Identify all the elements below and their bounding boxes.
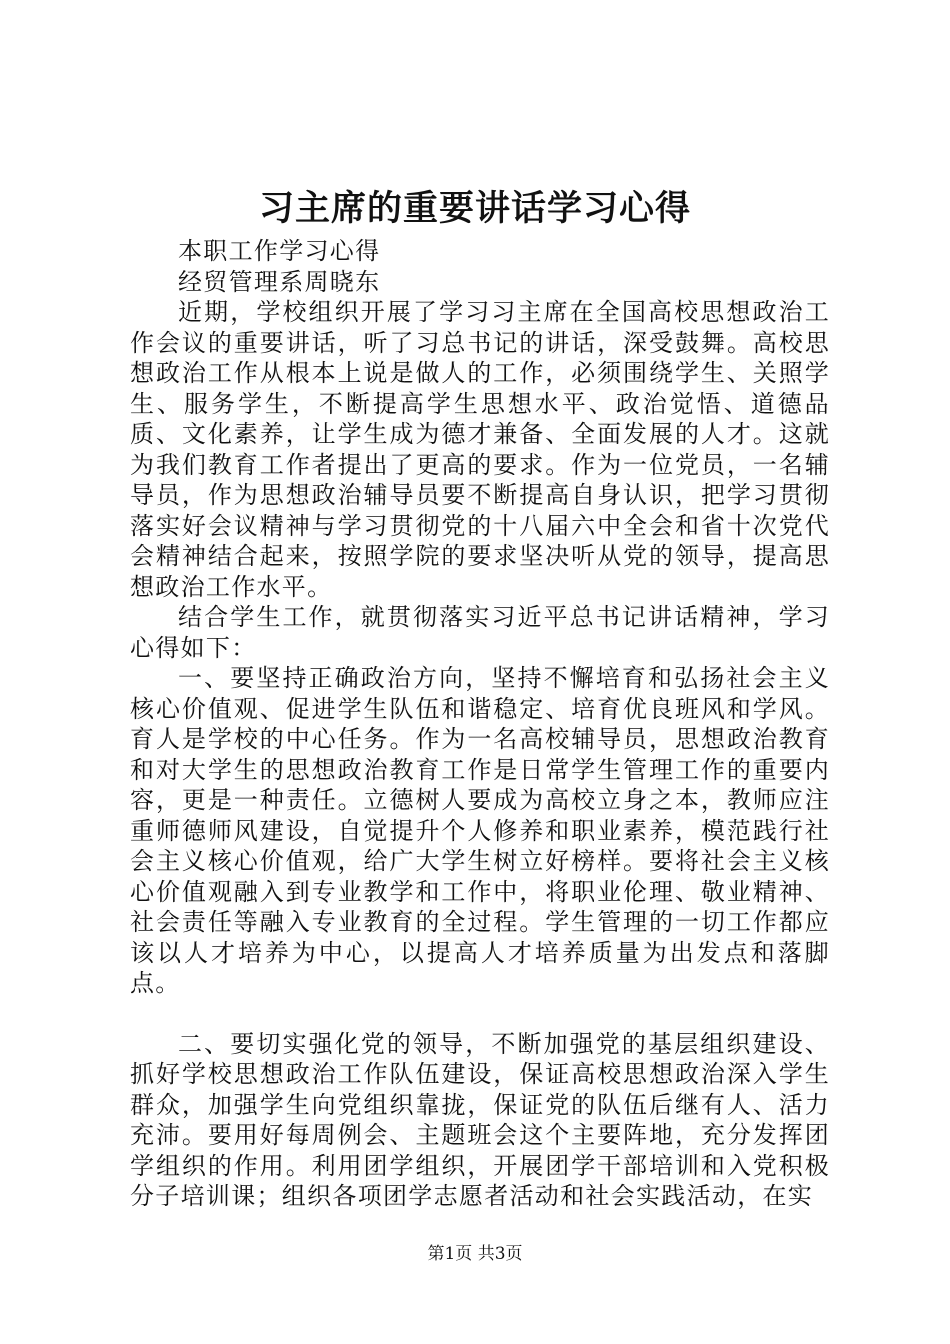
page-number: 第1页 共3页 [427, 1244, 523, 1264]
document-title: 习主席的重要讲话学习心得 [258, 188, 691, 229]
paragraph-intro: 近期，学校组织开展了学习习主席在全国高校思想政治工作会议的重要讲话，听了习总书记的讲话，深受鼓舞。高校思想政治工作从根本上说是做人的工作，必须围绕学生、关照学生、服务学生，不断提高学生思想水平、政治觉悟、道德品质、文化素养，让学生成为德才兼备、全面发展的人才。这就为我们教育工作者提出了更高的要求。作为一位党员，一名辅导员，作为思想政治辅导员要不断提高自身认识，把学习贯彻落实好会议精神与学习贯彻党的十八届六中全会和省十次党代会精神结合起来，按照学院的要求坚决听从党的领导，提高思想政治工作水平。 [130, 298, 830, 601]
paragraph-point-one: 一、要坚持正确政治方向，坚持不懈培育和弘扬社会主义核心价值观、促进学生队伍和谐稳定、培育优良班风和学风。育人是学校的中心任务。作为一名高校辅导员，思想政治教育和对大学生的思想政治教育工作是日常学生管理工作的重要内容，更是一种责任。立德树人要成为高校立身之本，教师应注重师德师风建设，自觉提升个人修养和职业素养，模范践行社会主义核心价值观，给广大学生树立好榜样。要将社会主义核心价值观融入到专业教学和工作中，将职业伦理、敬业精神、社会责任等融入专业教育的全过程。学生管理的一切工作都应该以人才培养为中心，以提高人才培养质量为出发点和落脚点。 [130, 664, 830, 997]
paragraph-subtitle: 本职工作学习心得 [178, 237, 381, 265]
document-body [130, 236, 830, 1212]
paragraph-summary: 结合学生工作，就贯彻落实习近平总书记讲话精神，学习心得如下： [130, 603, 830, 662]
paragraph-author: 经贸管理系周晓东 [178, 267, 381, 296]
paragraph-point-two: 二、要切实强化党的领导，不断加强党的基层组织建设、抓好学校思想政治工作队伍建设，保证高校思想政治深入学生群众，加强学生向党组织靠拢，保证党的队伍后继有人、活力充沛。要用好每周例会、主题班会这个主要阵地，充分发挥团学组织的作用。利用团学组织，开展团学干部培训和入党积极分子培训课；组织各项团学志愿者活动和社会实践活动，在实 [130, 1029, 830, 1210]
